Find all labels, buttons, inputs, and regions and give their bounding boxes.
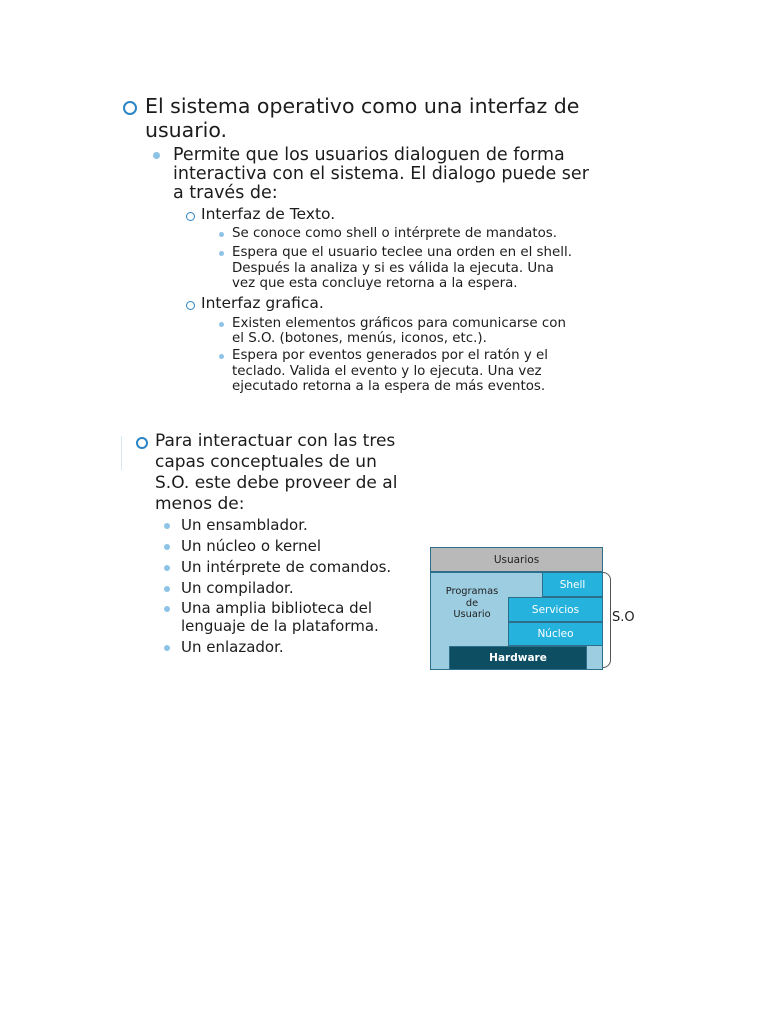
graphic-interface-item1-line1: Existen elementos gráficos para comunicarse con: [232, 316, 566, 331]
level2-bullet-icon: [164, 544, 170, 550]
section1-bullet-line1: Permite que los usuarios dialoguen de forma: [173, 145, 565, 165]
kernel-layer-label: Núcleo: [537, 628, 574, 640]
level2-bullet-icon: [164, 645, 170, 651]
os-layers-diagram: [430, 547, 603, 670]
os-brace-label: S.O: [612, 610, 635, 625]
level2-bullet-icon: [153, 152, 160, 159]
graphic-interface-title: Interfaz grafica.: [201, 294, 324, 312]
section2-heading-line4: menos de:: [155, 494, 245, 514]
component-item: Una amplia biblioteca del: [181, 599, 373, 617]
programas-line: de: [465, 597, 479, 609]
level2-bullet-icon: [164, 606, 170, 612]
hardware-layer-label: Hardware: [489, 652, 547, 664]
os-brace: [603, 572, 611, 668]
section1-bullet-line2: interactiva con el sistema. El dialogo puede ser: [173, 164, 589, 184]
section1-heading-line1: El sistema operativo como una interfaz de: [145, 94, 580, 118]
level4-bullet-icon: [219, 251, 224, 256]
graphic-interface-item2-line2: teclado. Valida el evento y lo ejecuta. Una vez: [232, 364, 542, 379]
text-interface-item2-line3: vez que esta concluye retorna a la espera.: [232, 276, 518, 291]
users-layer-label: Usuarios: [493, 553, 540, 566]
programas-line: Usuario: [453, 609, 491, 620]
section1-heading-line2: usuario.: [145, 118, 228, 142]
component-item: Un intérprete de comandos.: [181, 558, 392, 576]
shell-layer: [542, 572, 603, 597]
graphic-interface-item2-line3: ejecutado retorna a la espera de más eventos.: [232, 379, 546, 394]
section2-heading-line3: S.O. este debe proveer de al: [155, 473, 398, 493]
shell-layer-label: Shell: [559, 578, 586, 591]
user-programs-label: [435, 586, 509, 621]
programas-line: Programas: [445, 586, 499, 597]
users-layer: [430, 547, 603, 572]
level4-bullet-icon: [219, 232, 224, 237]
level3-bullet-icon: [186, 212, 195, 221]
text-interface-item2-line1: Espera que el usuario teclee una orden en el shell.: [232, 245, 572, 260]
graphic-interface-item2-line1: Espera por eventos generados por el ratón y el: [232, 348, 548, 363]
text-interface-item2-line2: Después la analiza y si es válida la ejecuta. Una: [232, 261, 554, 276]
graphic-interface-item1-line2: el S.O. (botones, menús, iconos, etc.).: [232, 331, 487, 346]
services-layer-label: Servicios: [531, 603, 580, 616]
component-item: Un compilador.: [181, 579, 294, 597]
section1-bullet-line3: a través de:: [173, 183, 278, 203]
component-item-continuation: lenguaje de la plataforma.: [181, 617, 379, 635]
kernel-layer: [508, 622, 603, 646]
text-interface-item1-line1: Se conoce como shell o intérprete de mandatos.: [232, 226, 557, 241]
section2-heading-line2: capas conceptuales de un: [155, 452, 377, 472]
level1-bullet-icon: [123, 101, 137, 115]
level3-bullet-icon: [186, 301, 195, 310]
level4-bullet-icon: [219, 354, 224, 359]
section2-heading-line1: Para interactuar con las tres: [155, 431, 396, 451]
level2-bullet-icon: [164, 586, 170, 592]
component-item: Un ensamblador.: [181, 516, 308, 534]
level4-bullet-icon: [219, 322, 224, 327]
services-layer: [508, 597, 603, 622]
text-interface-title: Interfaz de Texto.: [201, 205, 336, 223]
component-item: Un núcleo o kernel: [181, 537, 321, 555]
level2-bullet-icon: [164, 565, 170, 571]
component-item: Un enlazador.: [181, 638, 284, 656]
level2-bullet-icon: [164, 523, 170, 529]
hardware-layer: [449, 646, 587, 670]
section-divider: [121, 436, 122, 470]
level1-bullet-icon: [136, 437, 148, 449]
